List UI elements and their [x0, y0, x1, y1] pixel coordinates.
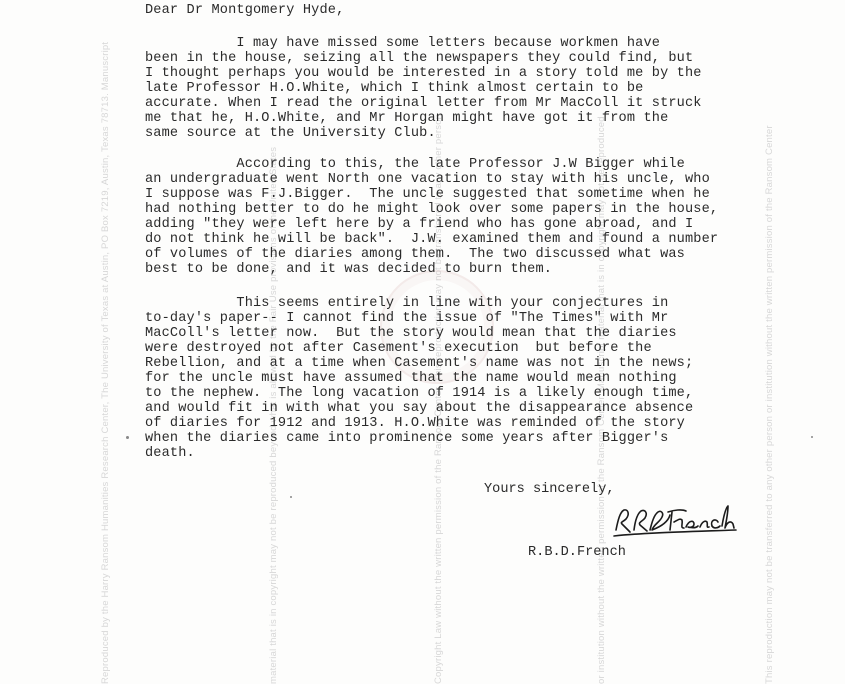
text-line: me that he, H.O.White, and Mr Horgan might have got it from the — [145, 111, 669, 126]
text-line: to-day's paper-- I cannot find the issue of "The Times" with Mr — [145, 311, 669, 326]
text-line: late Professor H.O.White, which I think almost certain to be — [145, 81, 644, 96]
typed-signature-name: R.B.D.French — [528, 545, 626, 560]
closing: Yours sincerely, — [484, 482, 615, 497]
scan-speck — [290, 496, 292, 498]
scan-speck — [811, 436, 813, 438]
text-line: of diaries for 1912 and 1913. H.O.White was reminded of the story — [145, 416, 685, 431]
watermark-text: Copyright Law without the written permission of the Ransom Center. This reproduction may not be transferred to any other person — [433, 113, 444, 684]
text-line: to the nephew. The long vacation of 1914 is a likely enough time, — [145, 386, 694, 401]
salutation: Dear Dr Montgomery Hyde, — [145, 3, 345, 18]
text-line: adding "they were left here by a friend who has gone abroad, and I — [145, 217, 694, 232]
text-line: This seems entirely in line with your conjectures in — [145, 296, 669, 311]
text-line: I suppose was F.J.Bigger. The uncle suggested that sometime when he — [145, 187, 710, 202]
text-line: of volumes of the diaries among them. The two discussed what was — [145, 247, 685, 262]
text-line: were destroyed not after Casement's execution but before the — [145, 341, 652, 356]
text-line: for the uncle must have assumed that the name would mean nothing — [145, 371, 677, 386]
text-line: do not think he will be back". J.W. examined them and found a number — [145, 232, 719, 247]
text-line: I may have missed some letters because workmen have — [145, 36, 661, 51]
watermark-text: This reproduction may not be transferred to any other person or institution without the written permission of the Ransom Center — [764, 125, 775, 684]
text-line: MacColl's letter now. But the story would mean that the diaries — [145, 326, 677, 341]
text-line: According to this, the late Professor J.W Bigger while — [145, 157, 685, 172]
text-line: when the diaries came into prominence some years after Bigger's — [145, 431, 669, 446]
handwritten-signature — [610, 500, 740, 545]
text-line: Rebellion, and at a time when Casement's name was not in the news; — [145, 356, 694, 371]
watermark-text: Reproduced by the Harry Ransom Humanities Research Center, The University of Texas at Austin, PO Box 7219, Austin, Texas 78713. Manuscript — [100, 41, 111, 684]
text-line: same source at the University Club. — [145, 126, 436, 141]
text-line: death. — [145, 446, 195, 461]
watermark-text: or institution without the written permission of the Ransom Center. Manuscript material that is in copyright may not be reproduced — [596, 116, 607, 684]
text-line: accurate. When I read the original letter from Mr MacColl it struck — [145, 96, 702, 111]
text-line: an undergraduate went North one vacation to stay with his uncle, who — [145, 172, 710, 187]
watermark-text: material that is in copyright may not be reproduced beyond what is allowed by the Fair Use provisions of the United States — [268, 146, 279, 684]
text-line: been in the house, seizing all the newspapers they could find, but — [145, 51, 694, 66]
text-line: and would fit in with what you say about the disappearance absence — [145, 401, 694, 416]
text-line: I thought perhaps you would be interested in a story told me by the — [145, 66, 702, 81]
text-line: had nothing better to do he might look over some papers in the house, — [145, 202, 719, 217]
scan-speck — [126, 436, 129, 439]
text-line: best to be done, and it was decided to burn them. — [145, 262, 553, 277]
